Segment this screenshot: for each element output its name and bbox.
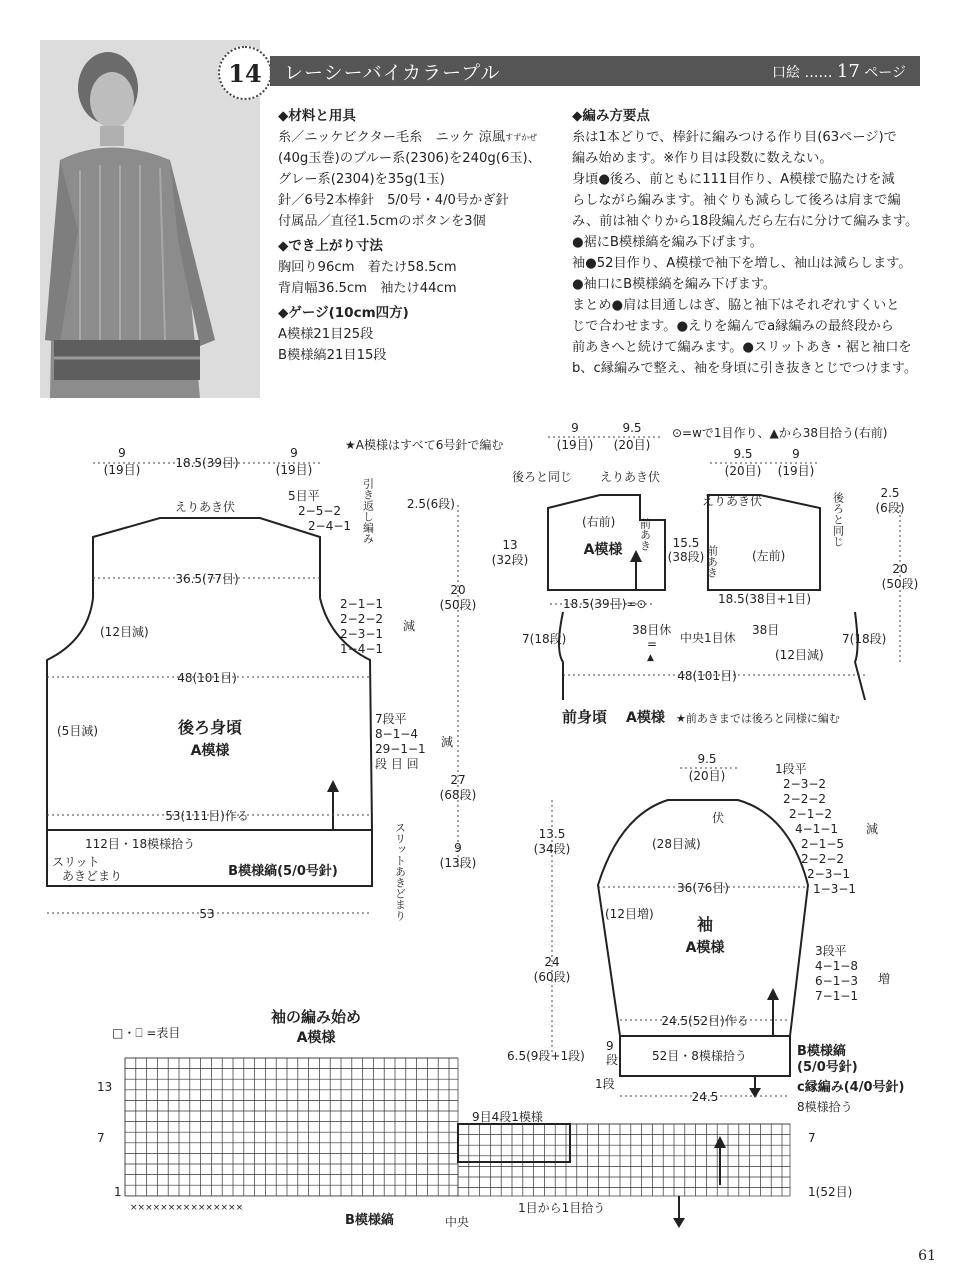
front-pattern: A模様: [583, 542, 623, 558]
front-height: (6段): [875, 501, 905, 515]
front-title-pattern: A模様: [626, 710, 665, 726]
method-line: b、c縁編みで整え、袖を身頃に引き抜きとじでつけます。: [572, 361, 918, 376]
front-dim: (19目): [556, 438, 594, 452]
sleeve-inc-step: 6−1−3: [815, 974, 859, 988]
method-line: らしながら編みます。袖ぐりも減らして後ろは肩まで編: [572, 193, 901, 208]
sleeve-inc: (12目増): [605, 907, 654, 921]
sleeve-inc-step: 7−1−1: [815, 989, 859, 1003]
back-cast-on: 53(111目)作る: [165, 809, 249, 823]
sleeve-inc-step: 4−1−8: [815, 959, 859, 973]
front-placket-h: (38段): [667, 550, 705, 564]
back-width1: 36.5(77目): [175, 572, 239, 586]
materials-line: 針／6号2本棒針 5/0号・4/0号かぎ針: [278, 193, 509, 208]
sleeve-pickup: 52目・8模様拾う: [652, 1049, 747, 1063]
back-width2: 48(101目): [177, 671, 237, 685]
back-stripe: B模様縞(5/0号針): [228, 864, 338, 879]
sleeve-bind: 伏: [712, 811, 725, 825]
back-slit: スリット: [52, 855, 100, 869]
back-height: (13段): [439, 856, 477, 870]
front-top-note: ⊙=ᴡで1目作り、▲から38目拾う(右前): [672, 426, 888, 440]
back-dim: 9: [118, 446, 126, 460]
front-dim: 9: [571, 421, 579, 435]
back-dim: (19目): [103, 463, 141, 477]
front-width: 18.5(39目)=⊙: [563, 597, 647, 611]
size-heading: ◆でき上がり寸法: [278, 238, 383, 254]
chart-center: 中央: [445, 1215, 470, 1229]
back-dim: 18.5(39目): [175, 456, 239, 470]
sleeve-stripe-needle: (5/0号針): [797, 1060, 858, 1075]
back-slit: あきどまり: [62, 869, 123, 883]
front-height: 20: [892, 562, 908, 576]
front-dim: 9.5: [733, 447, 753, 461]
front-dec: (12目減): [775, 648, 824, 662]
chart-stripe: B模様縞: [345, 1213, 394, 1228]
sleeve-height: 24: [544, 955, 560, 969]
front-dim: (20目): [613, 438, 651, 452]
back-height: 20: [450, 583, 466, 597]
back-armhole-step: 2−3−1: [340, 627, 384, 641]
back-neck: えりあき伏: [175, 500, 236, 514]
sleeve-stripe: B模様縞: [797, 1044, 846, 1059]
front-dim: (19目): [777, 464, 815, 478]
front-dim: 9.5: [622, 421, 642, 435]
sleeve-dec: 減: [866, 822, 879, 836]
sleeve-rows: 9: [606, 1039, 614, 1053]
sleeve-arrow-head: [767, 988, 779, 1000]
front-title: 前身頃: [562, 708, 608, 726]
sleeve-step: 2−2−2: [801, 852, 845, 866]
back-armhole-step: 1−4−1: [340, 642, 384, 656]
chart-row: 1(52目): [808, 1185, 853, 1199]
front-left-outline: [705, 495, 820, 590]
sleeve-bottom: 24.5: [691, 1090, 719, 1104]
method-line: ●袖口にB模様縞を編み下げます。: [572, 277, 777, 292]
chart-row: 13: [97, 1080, 113, 1094]
method-line: 糸は1本どりで、棒針に編みつける作り目(63ページ)で: [572, 130, 897, 145]
materials-line: (40g玉巻)のブルー系(2306)を240g(6玉)、: [278, 151, 541, 166]
materials-heading: ◆材料と用具: [278, 108, 356, 124]
chart-grid-left: [125, 1058, 458, 1196]
sleeve-title: 袖: [696, 915, 714, 934]
size-line: 胸回り96cm 着たけ58.5cm: [278, 260, 457, 275]
back-side-step: 29−1−1: [375, 742, 426, 756]
front-width-total: 48(101目): [677, 669, 737, 683]
page-number: 61: [918, 1248, 936, 1264]
front-left-label: (左前): [752, 549, 786, 563]
method-line: ●裾にB模様縞を編み下げます。: [572, 235, 763, 250]
sleeve-height: (34段): [533, 842, 571, 856]
sleeve-height: 13.5: [538, 827, 566, 841]
back-height: (32段): [491, 553, 529, 567]
back-dec: 減: [403, 619, 416, 633]
sleeve-step: 2−1−2: [789, 807, 833, 821]
front-dim: 9: [792, 447, 800, 461]
sleeve-step: 2−3−2: [783, 777, 827, 791]
chart-repeat: 9目4段1模様: [472, 1110, 543, 1124]
sleeve-width: 36(76目): [677, 881, 729, 895]
sleeve-step: 1−3−1: [813, 882, 857, 896]
back-height: 2.5(6段): [406, 497, 455, 511]
ref-page: 17: [836, 60, 860, 82]
front-arm: 7(18段): [522, 632, 567, 646]
size-line: 背肩幅36.5cm 袖たけ44cm: [278, 281, 457, 296]
front-same-back: 後ろと同じ: [512, 470, 573, 484]
method-line: 身頃●後ろ、前ともに111目作り、A模様で脇たけを減: [572, 172, 895, 187]
back-height: 27: [450, 773, 466, 787]
chart-title: 袖の編み始め: [270, 1008, 362, 1026]
pattern-title: レーシーバイカラープル: [284, 61, 501, 84]
back-height: 13: [502, 538, 518, 552]
back-slit-right: スリットあきどまり: [393, 822, 407, 921]
back-side-step: 8−1−4: [375, 727, 419, 741]
sleeve-step: 1段平: [775, 762, 807, 776]
front-right-label: (右前): [582, 515, 616, 529]
sleeve-inc-step: 3段平: [815, 944, 847, 958]
back-armhole-step: 2−1−1: [340, 597, 384, 611]
back-side-step: 段 目 回: [375, 757, 419, 771]
front-arm: 7(18段): [842, 632, 887, 646]
chart-pick: 1目から1目拾う: [518, 1201, 606, 1215]
sleeve-edge-pick: 8模様拾う: [797, 1100, 853, 1114]
chart-down-arrow-head: [673, 1218, 685, 1228]
sleeve-cap-dec: (28目減): [652, 837, 701, 851]
front-height: (50段): [881, 577, 919, 591]
front-rest: 38目休: [632, 623, 672, 637]
front-eq: =: [647, 637, 658, 651]
method-line: まとめ●肩は目通しはぎ、脇と袖下はそれぞれすくいと: [572, 298, 900, 313]
back-shoulder: 5目平: [288, 489, 320, 503]
front-placket: 前あき: [705, 545, 719, 578]
method-heading: ◆編み方要点: [572, 108, 650, 124]
front-38: 38目: [752, 623, 780, 637]
method-line: み、前は袖ぐりから18段編んだら左右に分けて編みます。: [572, 214, 919, 229]
materials-line: 糸／ニッケビクター毛糸 ニッケ 涼風$^{すずかぜ}$: [278, 130, 538, 145]
method-line: じで合わせます。●えりを編んでa縁編みの最終段から: [572, 319, 894, 334]
back-height: 9: [454, 841, 462, 855]
back-dim: 9: [290, 446, 298, 460]
sleeve-top: (20目): [688, 769, 726, 783]
back-armhole-dec: (12目減): [100, 625, 149, 639]
back-height: (68段): [439, 788, 477, 802]
front-arrow-head: [630, 550, 642, 562]
ref-unit: ページ: [864, 64, 906, 81]
back-pickup: 112目・18模様拾う: [85, 837, 196, 851]
sleeve-height: (60段): [533, 970, 571, 984]
sleeve-row1: 1段: [595, 1077, 615, 1091]
back-side-dec: (5目減): [57, 724, 98, 738]
method-line: 袖●52目作り、A模様で袖下を増し、袖山は減らします。: [572, 256, 912, 271]
chart-row: 7: [97, 1131, 105, 1145]
sleeve-step: 4−1−1: [795, 822, 839, 836]
materials-line: 付属品／直径1.5cmのボタンを3個: [278, 214, 486, 229]
chart-x-row: ×××××××××××××××: [130, 1203, 244, 1213]
materials-line: グレー系(2304)を35g(1玉): [278, 172, 445, 187]
back-pattern: A模様: [190, 743, 230, 759]
pattern-number: 14: [218, 46, 272, 100]
back-bottom: 53: [199, 907, 215, 921]
sleeve-rows: 段: [606, 1053, 619, 1067]
back-dec: 減: [441, 735, 454, 749]
method-line: 前あきへと続けて編みます。●スリットあき・裾と袖口を: [572, 340, 912, 355]
front-height: 2.5: [880, 486, 900, 500]
chart-legend: □・⎕ =表目: [112, 1026, 181, 1040]
back-shoulder: 2−4−1: [308, 519, 352, 533]
gauge-line: B模様縞21目15段: [278, 348, 387, 363]
sleeve-height: 6.5(9段+1段): [507, 1049, 585, 1063]
back-armhole-step: 2−2−2: [340, 612, 384, 626]
chart-row: 1: [114, 1185, 122, 1199]
back-shoulder: 2−5−2: [298, 504, 342, 518]
back-dim: (19目): [275, 463, 313, 477]
front-neck: えりあき伏: [702, 494, 763, 508]
back-arrow-head: [327, 780, 339, 792]
method-line: 編み始めます。※作り目は段数に数えない。: [572, 151, 833, 166]
front-center: 中央1目休: [680, 631, 736, 645]
front-same-back-right: 後ろと同じ: [831, 492, 845, 547]
ref-label: 口絵 ……: [772, 64, 833, 81]
sleeve-inc-label: 増: [878, 972, 891, 986]
back-title: 後ろ身頃: [177, 718, 243, 737]
back-note: ★A模様はすべて6号針で編む: [345, 438, 504, 452]
chart-subtitle: A模様: [296, 1030, 336, 1046]
gauge-heading: ◆ゲージ(10cm四方): [278, 305, 409, 321]
front-neck: えりあき伏: [600, 470, 661, 484]
front-placket-h: 15.5: [672, 536, 700, 550]
sleeve-top: 9.5: [697, 752, 717, 766]
back-side-step: 7段平: [375, 712, 407, 726]
front-width: 18.5(38目+1目): [718, 592, 812, 606]
front-tri: ▲: [647, 653, 654, 663]
front-placket: 前あき: [638, 518, 652, 551]
back-height: (50段): [439, 598, 477, 612]
back-shoulder-note: 引き返し編み: [361, 478, 375, 544]
sleeve-edge: c縁編み(4/0号針): [797, 1080, 905, 1095]
sleeve-step: 2−1−5: [801, 837, 845, 851]
sleeve-pattern: A模様: [685, 940, 725, 956]
front-dim: (20目): [724, 464, 762, 478]
chart-row: 7: [808, 1131, 816, 1145]
sleeve-step: 2−2−2: [783, 792, 827, 806]
gauge-line: A模様21目25段: [278, 327, 374, 342]
sleeve-step: 2−3−1: [807, 867, 851, 881]
sleeve-cast-on: 24.5(52目)作る: [661, 1014, 749, 1028]
front-title-note: ★前あきまでは後ろと同様に編む: [676, 712, 840, 725]
